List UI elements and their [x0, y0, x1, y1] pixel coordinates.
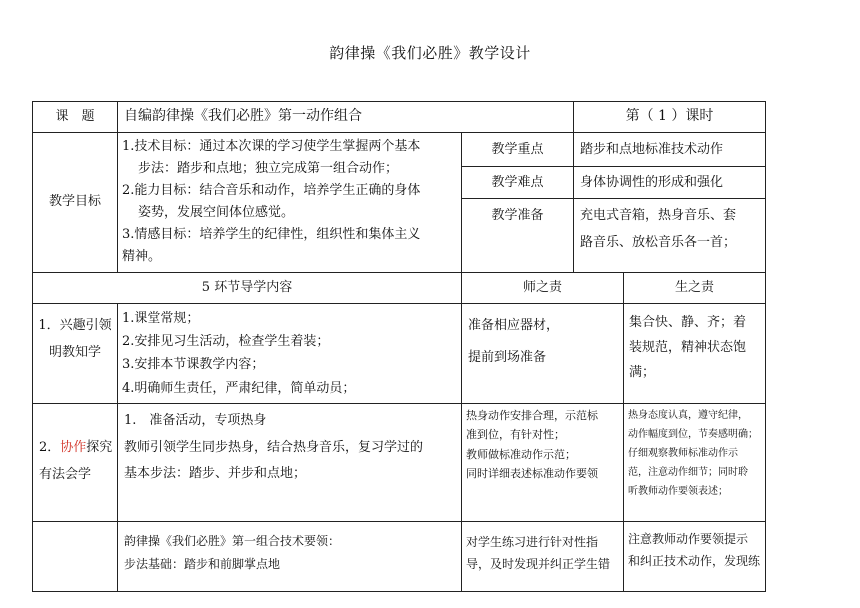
header-teacher: 师之责 — [462, 272, 624, 303]
goal-1-line-a: 1.技术目标：通过本次课的学习使学生掌握两个基本 — [122, 139, 421, 154]
step-2-student-2: 动作幅度到位，节奏感明确； — [628, 429, 758, 441]
step-2-student — [624, 404, 766, 522]
document-title: 韵律操《我们必胜》教学设计 — [329, 44, 531, 62]
step-2-teacher-3: 教师做标准动作示范； — [466, 447, 576, 461]
prep-label: 教学准备 — [462, 199, 574, 272]
goals-row — [33, 133, 766, 167]
step-2-label-post: 探究 — [86, 440, 113, 456]
step-3-teacher-a: 对学生练习进行针对性指 — [466, 535, 599, 550]
goal-1-line-b: 步法：踏步和点地；独立完成第一组合动作； — [138, 161, 399, 177]
step-2-label-a — [39, 434, 113, 461]
step-3-student-b: 和纠正技术动作，发现练 — [628, 554, 761, 569]
step-3-student-a: 注意教师动作要领提示 — [628, 532, 749, 547]
step-2-teacher-1: 热身动作安排合理，示范标 — [466, 409, 598, 423]
step-1-row — [33, 303, 766, 404]
topic-row — [33, 102, 766, 133]
step-2-student-4: 范，注意动作细节；同时聆 — [628, 467, 748, 479]
difficulty-label: 教学难点 — [462, 167, 574, 199]
step-1-label-a: 1．兴趣引领 — [38, 317, 112, 333]
step-3-row — [33, 522, 766, 592]
focus-label: 教学重点 — [462, 133, 574, 167]
step-1-label-b: 明教知学 — [48, 344, 101, 360]
header-student: 生之责 — [624, 272, 766, 303]
focus-value: 踏步和点地标准技术动作 — [574, 133, 766, 167]
step-2-item-2: 教师引领学生同步热身，结合热身音乐，复习学过的 — [124, 439, 424, 455]
step-1-student-a: 集合快、静、齐；着 — [629, 314, 747, 330]
step-2-label-b: 有法会学 — [39, 467, 92, 483]
step-2-label-pre: 2． — [39, 440, 61, 456]
topic-label: 课 题 — [33, 102, 118, 133]
step-1-student-c: 满； — [629, 365, 656, 381]
step-2-content — [118, 404, 462, 522]
step-2-item-1: 1. 准备活动，专项热身 — [124, 413, 267, 429]
step-1-student — [624, 303, 766, 404]
step-1-item-2: 2.安排见习生活动，检查学生着装； — [122, 333, 330, 349]
step-1-label — [33, 303, 118, 404]
step-2-label-highlight: 协作 — [60, 440, 87, 456]
step-3-content — [118, 522, 462, 592]
lesson-plan-table — [32, 101, 766, 592]
step-3-teacher-b: 导，及时发现并纠正学生错 — [466, 556, 611, 571]
prep-line-b: 路音乐、放松音乐各一首； — [580, 235, 737, 251]
step-2-item-3: 基本步法：踏步、并步和点地； — [124, 466, 307, 482]
prep-value — [574, 199, 766, 272]
step-1-teacher-a: 准备相应器材， — [468, 317, 560, 333]
step-2-teacher-4: 同时详细表述标准动作要领 — [466, 466, 598, 480]
goal-3-line-b: 精神。 — [122, 249, 162, 265]
step-2-student-5: 听教师动作要领表述； — [628, 486, 728, 498]
step-3-student — [624, 522, 766, 592]
step-1-teacher-b: 提前到场准备 — [468, 350, 547, 366]
step-1-teacher — [462, 303, 624, 404]
step-1-item-3: 3.安排本节课教学内容； — [122, 357, 265, 373]
step-2-student-3: 仔细观察教师标准动作示 — [628, 448, 738, 460]
prep-line-a: 充电式音箱，热身音乐、套 — [580, 208, 737, 224]
header-content: 5 环节导学内容 — [33, 272, 462, 303]
step-2-student-1: 热身态度认真，遵守纪律， — [628, 410, 748, 422]
goal-2-line-a: 2.能力目标：结合音乐和动作，培养学生正确的身体 — [122, 183, 421, 199]
topic-value: 自编韵律操《我们必胜》第一动作组合 — [118, 102, 574, 133]
difficulty-value: 身体协调性的形成和强化 — [574, 167, 766, 199]
step-2-label — [33, 404, 118, 522]
header-row — [33, 272, 766, 303]
goals-content — [118, 133, 462, 273]
goal-3-line-a: 3.情感目标：培养学生的纪律性，组织性和集体主义 — [122, 227, 421, 243]
goal-2-line-b: 姿势，发展空间体位感觉。 — [138, 205, 295, 221]
step-2-teacher — [462, 404, 624, 522]
period-value: 第（ 1 ）课时 — [574, 102, 766, 133]
step-3-teacher — [462, 522, 624, 592]
goals-label: 教学目标 — [33, 133, 118, 273]
step-3-item-2: 步法基础：踏步和前脚掌点地 — [124, 556, 281, 571]
step-3-item-1: 韵律操《我们必胜》第一组合技术要领： — [124, 534, 341, 549]
step-1-content — [118, 303, 462, 404]
step-3-label — [33, 522, 118, 592]
step-1-item-1: 1.课堂常规； — [122, 310, 200, 326]
step-1-item-4: 4.明确师生责任，严肃纪律，简单动员； — [122, 380, 356, 396]
step-1-student-b: 装规范，精神状态饱 — [629, 339, 747, 355]
step-2-teacher-2: 准到位，有针对性； — [466, 428, 565, 442]
step-2-row — [33, 404, 766, 522]
